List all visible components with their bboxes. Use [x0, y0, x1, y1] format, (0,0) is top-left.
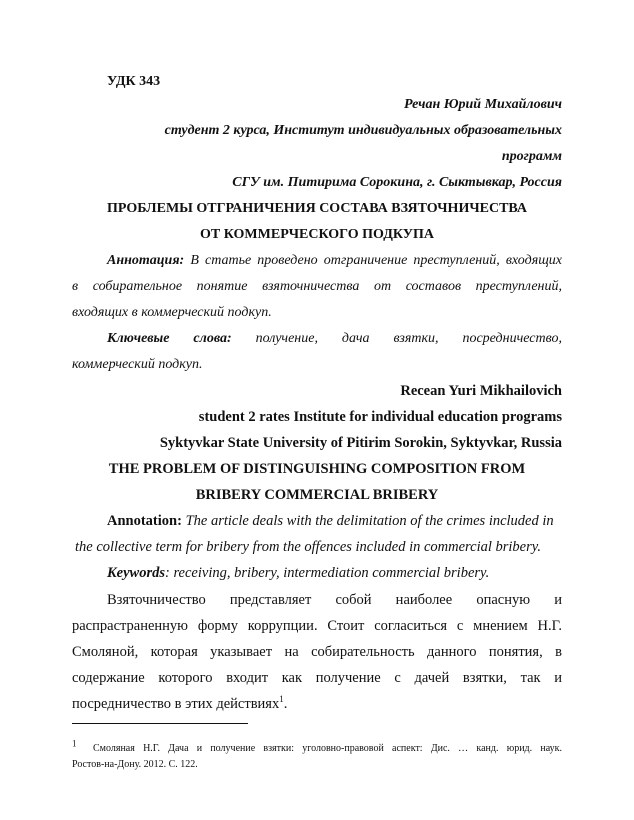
body-line3: Смоляной, которая указывает на собирательность данного понятия, в — [72, 644, 562, 660]
ru-author-affiliation: СГУ им. Питирима Сорокина, г. Сыктывкар, Россия — [232, 175, 562, 190]
footnote-line1 — [72, 738, 563, 754]
body-line5-end: . — [283, 696, 288, 712]
footnote-mark: 1 — [72, 738, 77, 749]
en-author-status: student 2 rates Institute for individual education programs — [198, 409, 562, 425]
en-abstract-text: The article deals with the delimitation of the crimes included in — [185, 513, 554, 529]
en-abstract-line2: the collective term for bribery from the offences included in commercial bribery. — [75, 539, 542, 555]
footnote-ref[interactable]: 1 — [279, 694, 284, 705]
en-title-line1: THE PROBLEM OF DISTINGUISHING COMPOSITION FROM — [108, 461, 526, 477]
en-keywords-text: : receiving, bribery, intermediation commercial bribery. — [165, 565, 490, 581]
ru-author-status-cont: программ — [501, 149, 562, 164]
ru-keywords-text: получение, дача взятки, посредничество, — [255, 331, 562, 346]
en-abstract-label: Annotation: — [107, 513, 182, 529]
en-author-name: Recean Yuri Mikhailovich — [400, 383, 562, 399]
body-line2: распрастраненную форму коррупции. Стоит согласиться с мнением Н.Г. — [72, 618, 562, 634]
body-line5 — [72, 696, 287, 713]
ru-author-name: Речан Юрий Михайлович — [404, 97, 562, 112]
body-line4: содержание которого входит как получение с дачей взятки, так и — [72, 670, 562, 686]
ru-abstract-text: В статье проведено отграничение преступлений, входящих — [190, 253, 562, 268]
en-keywords-line — [107, 565, 489, 582]
ru-title-line1: ПРОБЛЕМЫ ОТГРАНИЧЕНИЯ СОСТАВА ВЗЯТОЧНИЧЕСТВА — [107, 201, 527, 216]
en-title-line2: BRIBERY COMMERCIAL BRIBERY — [195, 487, 439, 503]
footnote-divider — [72, 723, 248, 724]
ru-keywords-label: Ключевые слова: — [107, 331, 232, 346]
ru-author-status: студент 2 курса, Институт индивидуальных образовательных — [164, 123, 562, 138]
en-keywords-label: Keywords — [107, 565, 165, 581]
ru-title-line2: ОТ КОММЕРЧЕСКОГО ПОДКУПА — [200, 227, 434, 242]
ru-abstract-line3: входящих в коммерческий подкуп. — [72, 305, 272, 320]
ru-keywords-line2: коммерческий подкуп. — [72, 357, 203, 372]
body-line5-text: посредничество в этих действиях — [72, 696, 280, 712]
ru-keywords-line1 — [72, 331, 562, 347]
udk-code: УДК 343 — [107, 74, 161, 89]
ru-abstract-line1 — [72, 253, 562, 269]
ru-abstract-label: Аннотация: — [107, 253, 185, 268]
ru-abstract-line2: в собирательное понятие взяточничества от составов преступлений, — [72, 279, 562, 294]
en-abstract-line1 — [107, 513, 554, 530]
en-author-affiliation: Syktyvkar State University of Pitirim Sorokin, Syktyvkar, Russia — [159, 435, 562, 451]
footnote-text: Смоляная Н.Г. Дача и получение взятки: уголовно-правовой аспект: Дис. … канд. юрид. наук. — [92, 743, 563, 754]
body-line1: Взяточничество представляет собой наиболее опасную и — [107, 592, 562, 608]
footnote-line2: Ростов-на-Дону. 2012. С. 122. — [72, 759, 198, 770]
